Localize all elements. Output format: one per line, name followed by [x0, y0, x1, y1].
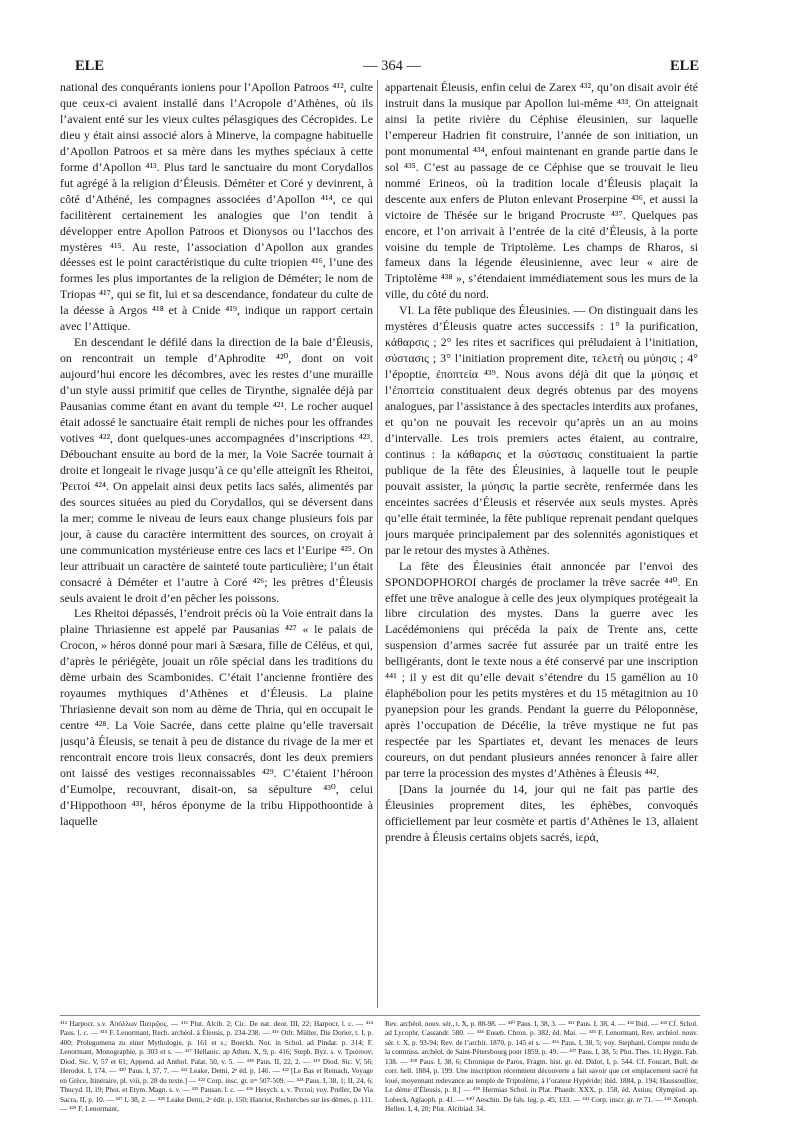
footnotes-left: ⁴¹² Harpocr. s.v. Ἀπόλλων Πατρῷος. — ⁴¹³ Plut. Alcib. 2; Cic. De nat. deor. III, 22; Harpocr. l. c. — ⁴¹⁴ Paus. l. c. — ⁴¹⁵ F. Lenormant, Rech. archéol. à Éleusis, p. 234-238. — ⁴¹⁶ Otfr. Müller, Die Dorier, t. I, p. 400; Prolegomena zu einer Mythologie, p. 161 et s.; Boeckh. Not. in Schol. ad Pindar. p. 314; F. Lenormant, Monographie, p. 303 et s. — ⁴¹⁷ Hellanic. ap Athen. X, 9, p. 416; Steph. Byz. s. v. Τριόπιον; Diod. Sic. V, 57 et 61; Append. ad Anthol. Palat. 50, v. 5. — ⁴¹⁸ Paus. II, 22, 2. — ⁴¹⁹ Diod. Sic. V, 56; Herodot. I, 174. — ⁴²⁰ Paus. I, 37, 7. — ⁴²¹ Leake, Demi, 2ᵉ éd. p. 146. — ⁴²² [Le Bas et Reinach, Voyage en Grèce, Itinéraire, pl. viii, p. 28 du texte.] — ⁴²³ Corp. insc. gr. nᵒˢ 507-509. — ⁴²⁴ Paus. I, 38, 1; II, 24, 6; Thucyd. II, 19; Phot. et Etym. Magn. s. v. — ⁴²⁵ Pausan. l. c. — ⁴²⁶ Hesych. s. v. Ῥειτοί; voy. Preller, De Via Sacra, II, p. 10. — ⁴²⁷ I, 38, 2. — ⁴²⁸ Leake Demi, 2ᵉ édit. p. 150; Hanriot, Recherches sur les dèmes, p. 111. — ⁴²⁹ F. Lenormant,	[60, 1020, 373, 1114]
left-paragraph-3: Les Rheitoi dépassés, l’endroit précis où la Voie entrait dans la plaine Thriasienne est appelé par Pausanias ⁴²⁷ « le palais de Crocon, » héros donné pour mari à Sæsara, fille de Céléus, et qui, d’après le périégète, jouait un rôle spécial dans les traditions du dème urbain des Scambonides. C’était l’ancienne frontière des royaumes mythiques d’Athènes et d’Éleusis. La plaine Thriasienne devait son nom au dème de Thria, qui en occupait le centre ⁴²⁸. La Voie Sacrée, dans cette plaine qu’elle traversait jusqu’à Éleusis, se tenait à peu de distance du rivage de la mer et rencontrait encore trois lieux consacrés, dont les deux premiers ont laissé des vestiges reconnaissables ⁴²⁹. C’étaient l’héroon d’Eumolpe, recouvrant, disait-on, sa sépulture ⁴³⁰, celui d’Hippothoon ⁴³¹, héros éponyme de la tribu Hippothoontide à laquelle	[60, 606, 373, 828]
right-paragraph-4: [Dans la journée du 14, jour qui ne fait pas partie des Éleusinies proprement dites, les éphèbes, convoqués officiellement par leur cosmète et partis d’Athènes le 13, allaient prendre à Éleusis certains objets sacrés, ἱερά,	[385, 781, 698, 844]
left-text-column	[60, 80, 373, 1010]
right-paragraph-1: appartenait Éleusis, enfin celui de Zarex ⁴³², qu’on disait avoir été instruit dans la musique par Apollon lui-même ⁴³³. On atteignait ainsi la petite rivière du Céphise éleusinien, sur laquelle l’empereur Hadrien fit construire, l’année de son initiation, un pont monumental ⁴³⁴, enfoui maintenant en grande partie dans le sol ⁴³⁵. C’est au passage de ce Céphise que se trouvait le lieu nommé Erineos, où la tradition locale d’Éleusis plaçait la descente aux enfers de Pluton enlevant Proserpine ⁴³⁶, et aussi la victoire de Thésée sur le brigand Procruste ⁴³⁷. Quelques pas encore, et l’on arrivait à l’entrée de la cité d’Éleusis, à la porte voisine du temple de Triptolème. Les champs de Rharos, si fameux dans la légende éleusinienne, avec leur « aire de Triptolème ⁴³⁸ », s’étendaient immédiatement sous les murs de la ville, du côté du nord.	[385, 80, 698, 302]
column-divider	[377, 80, 378, 1008]
header-left-keyword: ELE	[75, 58, 105, 74]
right-text-column	[385, 80, 698, 1010]
right-paragraph-2: VI. La fête publique des Éleusinies. — On distinguait dans les mystères d’Éleusis quatre actes successifs : 1° la purification, κάθαρσις ; 2° les rites et sacrifices qui préludaient à l’initiation, σύστασις ; 3° l’initiation proprement dite, τελετή ou μύησις ; 4° l’époptie, ἐποπτεία ⁴³⁹. Nous avons déjà dit que la μύησις et l’ἐποπτεία constituaient deux degrés obtenus par des moyens analogues, par l’assistance à des spectacles interdits aux profanes, et qu’on ne pouvait les recevoir qu’après un an au moins d’intervalle. Les trois premiers actes étaient, au contraire, continus : la κάθαρσις et la σύστασις constituaient la partie publique de la fête des Éleusinies, à laquelle tout le peuple pouvait assister, la μύησις la partie secrète, renfermée dans les enceintes sacrées d’Éleusis et réservée aux seuls mystes. Après qu’elle était terminée, la fête publique reprenait pendant quelques jours marquée principalement par des solennités agonistiques et par le retour des mystes à Athènes.	[385, 303, 698, 557]
footnote-divider	[60, 1015, 700, 1016]
right-paragraph-3: La fête des Éleusinies était annoncée par l’envoi des SPONDOPHOROI chargés de proclamer la trêve sacrée ⁴⁴⁰. En effet une trêve analogue à celle des jeux olympiques protégeait la libre circulation des mystes. Dans la guerre avec les Lacédémoniens qui précéda la paix de Trente ans, cette suspension d’armes sacrée fut assurée par un traité entre les belligérants, dont le texte nous a été conservé par une inscription ⁴⁴¹ ; il y est dit qu’elle devait s’étendre du 15 gamélion au 10 élaphébolion pour les petits mystères et du 15 métagitnion au 10 pyanepsion pour les grands. Pendant la guerre du Péloponnèse, après l’occupation de Décélie, la trêve mystique ne fut pas respectée par les Spartiates et, devant les menaces de leurs coureurs, on dut pendant plusieurs années renoncer à faire aller par terre la procession des mystes d’Athènes à Éleusis ⁴⁴².	[385, 558, 698, 780]
header-right-keyword: ELE	[669, 58, 699, 74]
page-number: — 364 —	[363, 58, 421, 74]
left-paragraph-2: En descendant le défilé dans la direction de la baie d’Éleusis, on rencontrait un temple d’Aphrodite ⁴²⁰, dont on voit aujourd’hui encore les décombres, avec les restes d’une muraille d’un style aussi primitif que celles de Tirynthe, signalée déjà par Pausanias comme étant en avant du temple ⁴²¹. Le rocher auquel était adossé le sanctuaire était rempli de niches pour les offrandes votives ⁴²², dont quelques-unes accompagnées d’inscriptions ⁴²³. Débouchant ensuite au bord de la mer, la Voie Sacrée tournait à droite et longeait le rivage jusqu’à ce qu’elle atteignît les Rheitoi, Ῥειτοί ⁴²⁴. On appelait ainsi deux petits lacs salés, alimentés par des sources situées au pied du Corydallos, qui se déversent dans la mer; comme le niveau de leurs eaux change plusieurs fois par jour, à cause du caractère intermittent des sources, on croyait à une communication mystérieuse entre ces lacs et l’Euripe ⁴²⁵. On leur attribuait un caractère de sainteté toute particulière; l’un était consacré à Déméter et l’autre à Coré ⁴²⁶; les prêtres d’Éleusis seuls avaient le droit d’en pêcher les poissons.	[60, 335, 373, 605]
left-paragraph-1: national des conquérants ioniens pour l’Apollon Patroos ⁴¹², culte que ceux-ci avaient installé dans l’Acropole d’Athènes, où ils l’avaient enté sur les vieux cultes pélasgiques des Cécropides. Le dieu y était ainsi associé alors à Minerve, la compagne habituelle d’Apollon Patroos et sa mère dans les mythes spéciaux à cette forme d’Apollon ⁴¹³. Plus tard le sanctuaire du mont Corydallos fut agrégé à la religion d’Éleusis. Déméter et Coré y devinrent, à côté d’Athéné, les compagnes associées d’Apollon ⁴¹⁴, ce qui facilitèrent certainement les analogies que l’on tendit à développer entre Apollon Patroos et Dionysos ou l’Iacchos des mystères ⁴¹⁵. Au reste, l’association d’Apollon aux grandes déesses est le point caractéristique du culte triopien ⁴¹⁶, l’une des formes les plus importantes de la religion de Déméter; le nom de Triopas ⁴¹⁷, qui se fit, lui et sa descendance, fondateur du culte de la déesse à Argos ⁴¹⁸ et à Cnide ⁴¹⁹, indique un rapport certain avec l’Attique.	[60, 80, 373, 334]
running-header	[60, 58, 724, 78]
footnotes-right: Rev. archéol. nouv. sér., t. X, p. 88-98. — ⁴³⁰ Paus. I, 38, 3. — ⁴³¹ Paus. I, 38, 4. — ⁴³² Ibid. — ⁴³³ Cf. Schol. ad Lycophr. Cassandr. 580. — ⁴³⁴ Euseb. Chron. p. 382, éd. Mai. — ⁴³⁵ F. Lenormant, Rev. archéol. nouv. sér. t. X, p. 93-94; Rev. de l’archit. 1870, p. 145 et s. — ⁴³⁶ Paus. I, 38, 5; voy. Stephani, Compte rendu de la commiss. archéol. de Saint-Pétersbourg pour 1859, p. 49. — ⁴³⁷ Paus. I, 38, 5; Plut. Thes. 11; Hygin. Fab. 138. — ⁴³⁸ Paus. I, 38, 6; Chronique de Paros, Fragm. hist. gr. éd. Didot, I, p. 544. Cf. Foucart, Bull. de corr. hell. 1884, p. 199. Une inscription récemment découverte a fait savoir que cet emplacement sacré fut loué, moyennant redevance au temple de Triptolème, à l’orateur Hypéride; ibid. 1884, p. 194; Haussoullier, Le dème d’Éleusis, p. 8.] — ⁴³⁹ Hermias Schol. in Plat. Phaedr. XXX, p. 158, éd. Astius; Olympiod. ap. Lobeck, Aglaoph. p. 41. — ⁴⁴⁰ Aeschin. De fals. leg. p. 45, 133. — ⁴⁴¹ Corp. inscr. gr. nᵒ 71. — ⁴⁴² Xenoph. Hellen. I, 4, 20; Plut. Alcibiad. 34.	[385, 1020, 698, 1114]
